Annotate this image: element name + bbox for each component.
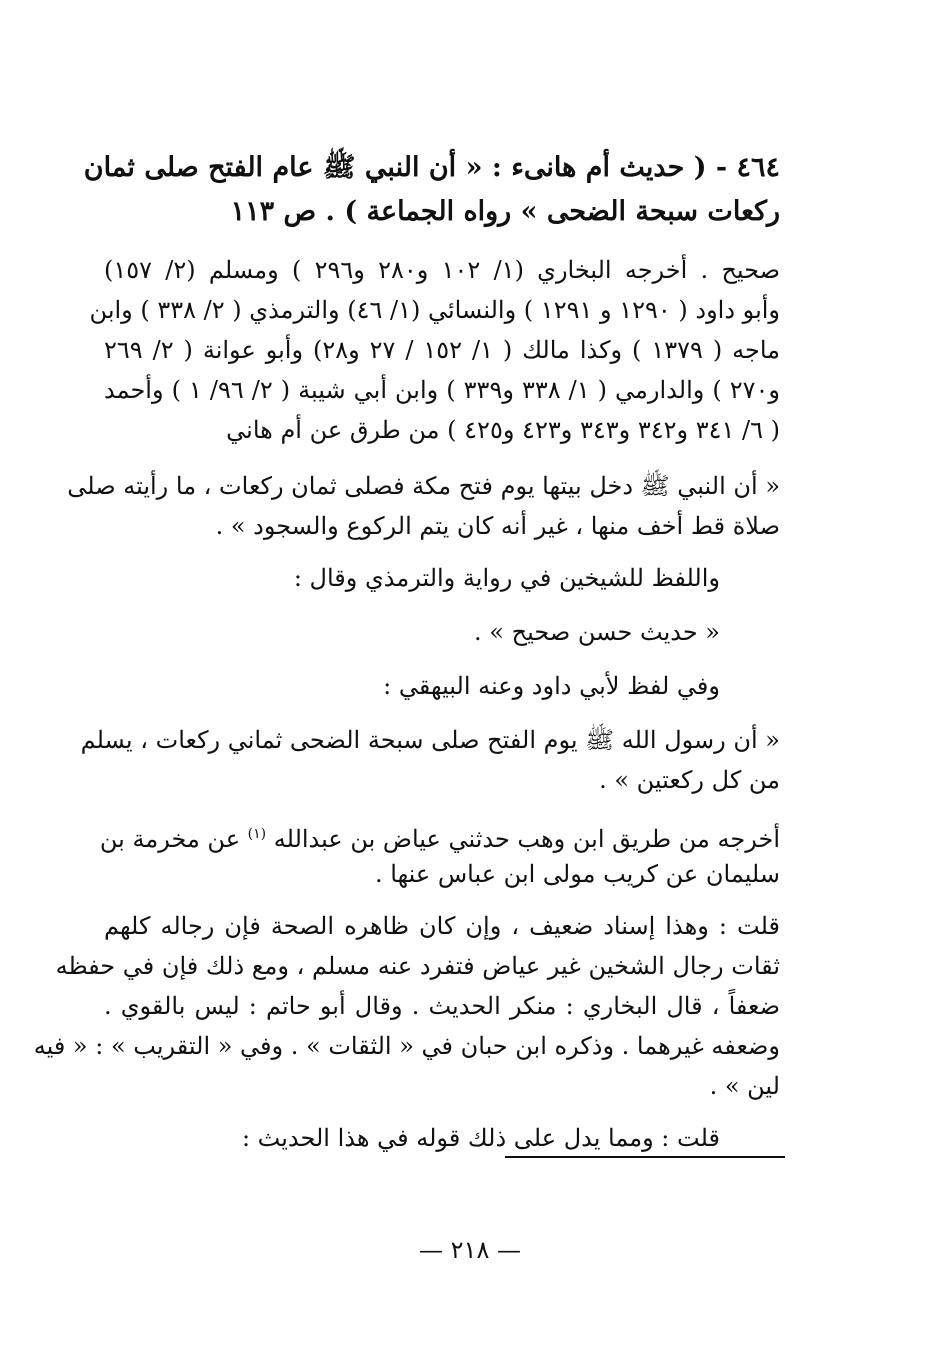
comment-2: قلت : ومما يدل على ذلك قوله في هذا الحديث : xyxy=(241,1124,720,1152)
chain-line-1-before: أخرجه من طريق ابن وهب حدثني عياض بن عبدالله xyxy=(273,825,780,853)
takhrij-line-4: و٢٧٠ ) والدارمي ( ١/ ٣٣٨ و٣٣٩ ) وابن أبي شيبة ( ٢/ ٩٦/ ١ ) وأحمد xyxy=(104,376,780,404)
comment-1-line-1: قلت : وهذا إسناد ضعيف ، وإن كان ظاهره الصحة فإن رجاله كلهم xyxy=(104,912,780,940)
chain-line-1-after: عن مخرمة بن xyxy=(99,825,241,853)
comment-1-line-4: وضعفه غيرهما . وذكره ابن حبان في « الثقات » . وفي « التقريب » : « فيه xyxy=(33,1032,780,1060)
comment-1-line-2: ثقات رجال الشخين غير عياض فتفرد عنه مسلم ، ومع ذلك فإن في حفظه xyxy=(55,952,780,980)
takhrij-line-5: ( ٦/ ٣٤١ و٣٤٢ و٣٤٣ و٤٢٣ و٤٢٥ ) من طرق عن أم هاني xyxy=(226,416,780,444)
comment-1-line-5: لين » . xyxy=(709,1072,780,1100)
page-number: — ٢١٨ — xyxy=(419,1236,521,1264)
abu-dawud-note: وفي لفظ لأبي داود وعنه البيهقي : xyxy=(383,672,720,700)
lafz-note: واللفظ للشيخين في رواية والترمذي وقال : xyxy=(293,564,720,592)
hadith-1-line-2: صلاة قط أخف منها ، غير أنه كان يتم الركوع والسجود » . xyxy=(215,512,780,540)
comment-1-line-3: ضعفاً ، قال البخاري : منكر الحديث . وقال أبو حاتم : ليس بالقوي . xyxy=(104,992,780,1020)
footnote-mark: (١) xyxy=(247,826,267,842)
hasan-sahih-quote: « حديث حسن صحيح » . xyxy=(474,618,720,646)
chain-line-2: سليمان عن كريب مولى ابن عباس عنها . xyxy=(375,860,780,888)
heading-line-2: ركعات سبحة الضحى » رواه الجماعة ) . ص ١١٣ xyxy=(230,196,780,227)
hadith-2-line-1: « أن رسول الله ﷺ يوم الفتح صلى سبحة الضحى ثماني ركعات ، يسلم xyxy=(80,726,780,754)
footnote-separator-rule xyxy=(505,1156,785,1158)
takhrij-line-2: وأبو داود ( ١٢٩٠ و ١٢٩١ ) والنسائي (١/ ٤٦) والترمذي ( ٢/ ٣٣٨ ) وابن xyxy=(89,296,780,324)
takhrij-line-3: ماجه ( ١٣٧٩ ) وكذا مالك ( ١/ ١٥٢ / ٢٧ و٢٨) وأبو عوانة ( ٢/ ٢٦٩ xyxy=(104,336,781,364)
chain-line-1 xyxy=(99,814,780,859)
takhrij-line-1: صحيح . أخرجه البخاري (١/ ١٠٢ و٢٨٠ و٢٩٦ ) ومسلم (٢/ ١٥٧) xyxy=(104,256,781,284)
hadith-1-line-1: « أن النبي ﷺ دخل بيتها يوم فتح مكة فصلى ثمان ركعات ، ما رأيته صلى xyxy=(67,472,780,500)
heading-line-1: ٤٦٤ - ( حديث أم هانىء : « أن النبي ﷺ عام الفتح صلى ثمان xyxy=(83,152,780,183)
hadith-2-line-2: من كل ركعتين » . xyxy=(599,766,780,794)
